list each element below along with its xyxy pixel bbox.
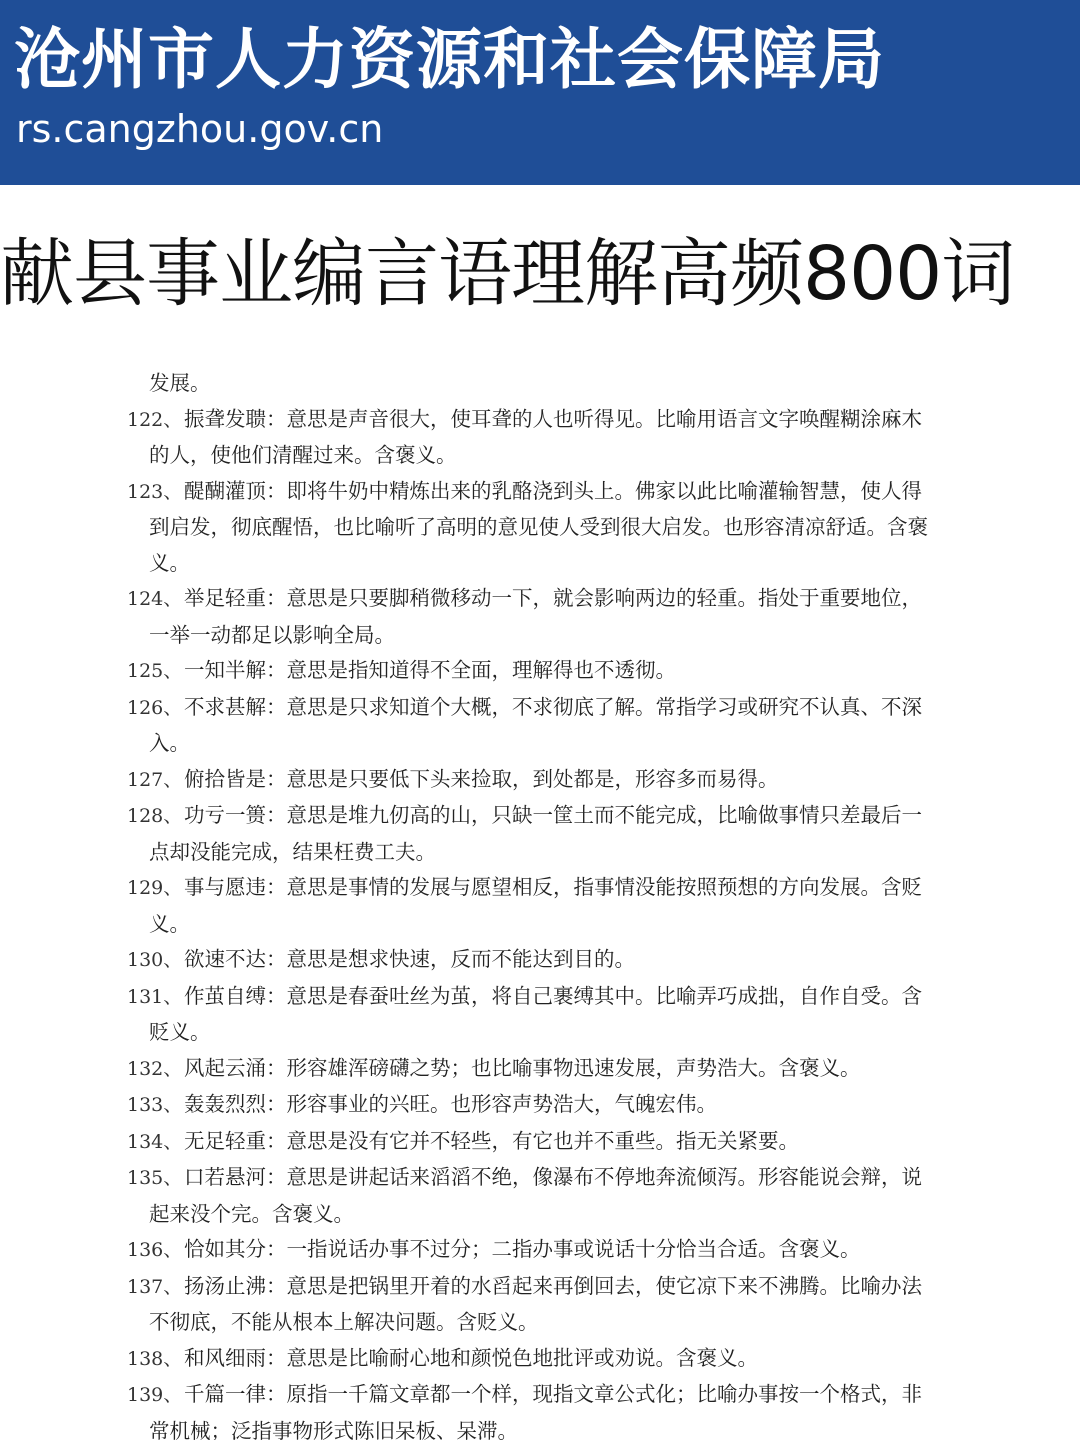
entry-text: 举足轻重：意思是只要脚稍微移动一下，就会影响两边的轻重。指处于重要地位， bbox=[184, 586, 922, 610]
entry-text: 常机械；泛指事物形式陈旧呆板、呆滞。 bbox=[149, 1418, 518, 1440]
entry-first-line bbox=[127, 1087, 957, 1124]
org-name: 沧州市人力资源和社会保障局 bbox=[14, 21, 885, 98]
entry-text: 口若悬河：意思是讲起话来滔滔不绝，像瀑布不停地奔流倾泻。形容能说会辩，说 bbox=[184, 1165, 922, 1189]
list-item bbox=[127, 1124, 957, 1161]
entry-first-line bbox=[127, 798, 957, 835]
entry-text: 风起云涌：形容雄浑磅礴之势；也比喻事物迅速发展，声势浩大。含褒义。 bbox=[184, 1055, 861, 1080]
list-item bbox=[127, 1269, 957, 1341]
list-item bbox=[127, 1160, 957, 1232]
entry-text: 醍醐灌顶：即将牛奶中精炼出来的乳酪浇到头上。佛家以此比喻灌输智慧，使人得 bbox=[184, 478, 922, 503]
entry-continuation-line bbox=[127, 1305, 957, 1341]
entry-number: 135、 bbox=[127, 1167, 183, 1189]
entry-text: 点却没能完成，结果枉费工夫。 bbox=[149, 839, 436, 864]
entry-continuation-line bbox=[127, 1197, 957, 1233]
list-item bbox=[127, 1051, 957, 1088]
entry-number: 133、 bbox=[127, 1094, 183, 1116]
entry-list bbox=[127, 402, 957, 1440]
entry-number: 139、 bbox=[127, 1384, 183, 1406]
entry-continuation-line bbox=[127, 438, 957, 474]
entry-text: 俯拾皆是：意思是只要低下头来捡取，到处都是，形容多而易得。 bbox=[184, 766, 779, 791]
entry-number: 134、 bbox=[127, 1130, 183, 1153]
entry-continuation-line bbox=[127, 546, 957, 582]
list-item bbox=[127, 762, 957, 799]
entry-number: 127、 bbox=[127, 768, 183, 791]
entry-number: 123、 bbox=[127, 480, 183, 503]
entry-first-line bbox=[127, 690, 957, 727]
list-item bbox=[127, 690, 957, 762]
entry-text: 事与愿违：意思是事情的发展与愿望相反，指事情没能按照预想的方向发展。含贬 bbox=[184, 875, 922, 899]
entry-first-line bbox=[127, 581, 957, 618]
entry-continuation-line bbox=[127, 510, 957, 546]
entry-text: 扬汤止沸：意思是把锅里开着的水舀起来再倒回去，使它凉下来不沸腾。比喻办法 bbox=[184, 1273, 922, 1298]
entry-first-line bbox=[127, 1124, 957, 1161]
entry-text: 一举一动都足以影响全局。 bbox=[149, 622, 395, 647]
entry-text: 义。 bbox=[149, 911, 190, 936]
entry-first-line bbox=[127, 870, 957, 907]
entry-first-line bbox=[127, 979, 957, 1016]
entry-text: 的人，使他们清醒过来。含褒义。 bbox=[149, 443, 457, 467]
list-item bbox=[127, 474, 957, 582]
entry-text: 欲速不达：意思是想求快速，反而不能达到目的。 bbox=[184, 947, 635, 971]
entry-text: 振聋发聩：意思是声音很大，使耳聋的人也听得见。比喻用语言文字唤醒糊涂麻木 bbox=[184, 406, 922, 431]
entry-number: 131、 bbox=[127, 985, 183, 1008]
lead-line: 发展。 bbox=[149, 371, 211, 395]
entry-text: 贬义。 bbox=[149, 1020, 211, 1044]
entry-first-line bbox=[127, 1232, 957, 1269]
entry-first-line bbox=[127, 1269, 957, 1306]
entry-number: 137、 bbox=[127, 1275, 183, 1298]
list-item bbox=[127, 979, 957, 1051]
entry-number: 124、 bbox=[127, 588, 183, 610]
list-item bbox=[127, 870, 957, 942]
entry-first-line bbox=[127, 1051, 957, 1088]
entry-number: 129、 bbox=[127, 877, 183, 899]
entry-number: 138、 bbox=[127, 1347, 183, 1370]
entry-number: 122、 bbox=[127, 408, 183, 431]
entry-first-line bbox=[127, 1341, 957, 1378]
entry-number: 136、 bbox=[127, 1239, 183, 1261]
entry-text: 起来没个完。含褒义。 bbox=[149, 1201, 354, 1226]
entry-continuation-line bbox=[127, 835, 957, 871]
entry-continuation-line bbox=[127, 1015, 957, 1051]
entry-text: 不彻底，不能从根本上解决问题。含贬义。 bbox=[149, 1310, 539, 1334]
entry-continuation-line bbox=[127, 726, 957, 762]
entry-text: 和风细雨：意思是比喻耐心地和颜悦色地批评或劝说。含褒义。 bbox=[184, 1345, 758, 1370]
list-item bbox=[127, 1341, 957, 1378]
entry-text: 功亏一篑：意思是堆九仞高的山，只缺一筐土而不能完成，比喻做事情只差最后一 bbox=[184, 803, 922, 827]
entry-continuation-line bbox=[127, 907, 957, 943]
list-item bbox=[127, 581, 957, 653]
entry-number: 126、 bbox=[127, 696, 183, 719]
entry-text: 到启发，彻底醒悟，也比喻听了高明的意见使人受到很大启发。也形容清凉舒适。含褒 bbox=[149, 515, 928, 539]
entry-first-line bbox=[127, 474, 957, 511]
document-title: 献县事业编言语理解高频800词 bbox=[0, 231, 1015, 317]
entry-text: 千篇一律：原指一千篇文章都一个样，现指文章公式化；比喻办事按一个格式，非 bbox=[184, 1382, 922, 1406]
entry-number: 130、 bbox=[127, 949, 183, 971]
entry-first-line bbox=[127, 1377, 957, 1414]
entry-text: 义。 bbox=[149, 550, 190, 575]
list-item bbox=[127, 653, 957, 690]
entry-number: 132、 bbox=[127, 1057, 183, 1080]
entry-first-line bbox=[127, 653, 957, 690]
entry-text: 不求甚解：意思是只求知道个大概，不求彻底了解。常指学习或研究不认真、不深 bbox=[184, 694, 922, 719]
entry-first-line bbox=[127, 942, 957, 979]
entry-continuation-line bbox=[127, 1414, 957, 1440]
list-item bbox=[127, 1232, 957, 1269]
list-item bbox=[127, 1377, 957, 1440]
entry-text: 轰轰烈烈：形容事业的兴旺。也形容声势浩大，气魄宏伟。 bbox=[184, 1092, 717, 1116]
entry-number: 125、 bbox=[127, 660, 183, 682]
entry-first-line bbox=[127, 1160, 957, 1197]
list-item bbox=[127, 1087, 957, 1124]
entry-first-line bbox=[127, 762, 957, 799]
document-body bbox=[127, 366, 957, 1440]
entry-text: 一知半解：意思是指知道得不全面，理解得也不透彻。 bbox=[184, 658, 676, 682]
entry-text: 恰如其分：一指说话办事不过分；二指办事或说话十分恰当合适。含褒义。 bbox=[184, 1237, 861, 1261]
entry-continuation-line bbox=[127, 618, 957, 654]
site-url[interactable]: rs.cangzhou.gov.cn bbox=[16, 107, 384, 151]
list-item bbox=[127, 942, 957, 979]
entry-first-line bbox=[127, 402, 957, 439]
entry-text: 入。 bbox=[149, 731, 190, 755]
entry-text: 作茧自缚：意思是春蚕吐丝为茧，将自己裹缚其中。比喻弄巧成拙，自作自受。含 bbox=[184, 983, 922, 1008]
list-item bbox=[127, 798, 957, 870]
list-item bbox=[127, 402, 957, 474]
entry-text: 无足轻重：意思是没有它并不轻些，有它也并不重些。指无关紧要。 bbox=[184, 1128, 799, 1153]
entry-number: 128、 bbox=[127, 805, 183, 827]
header-banner bbox=[0, 0, 1080, 185]
